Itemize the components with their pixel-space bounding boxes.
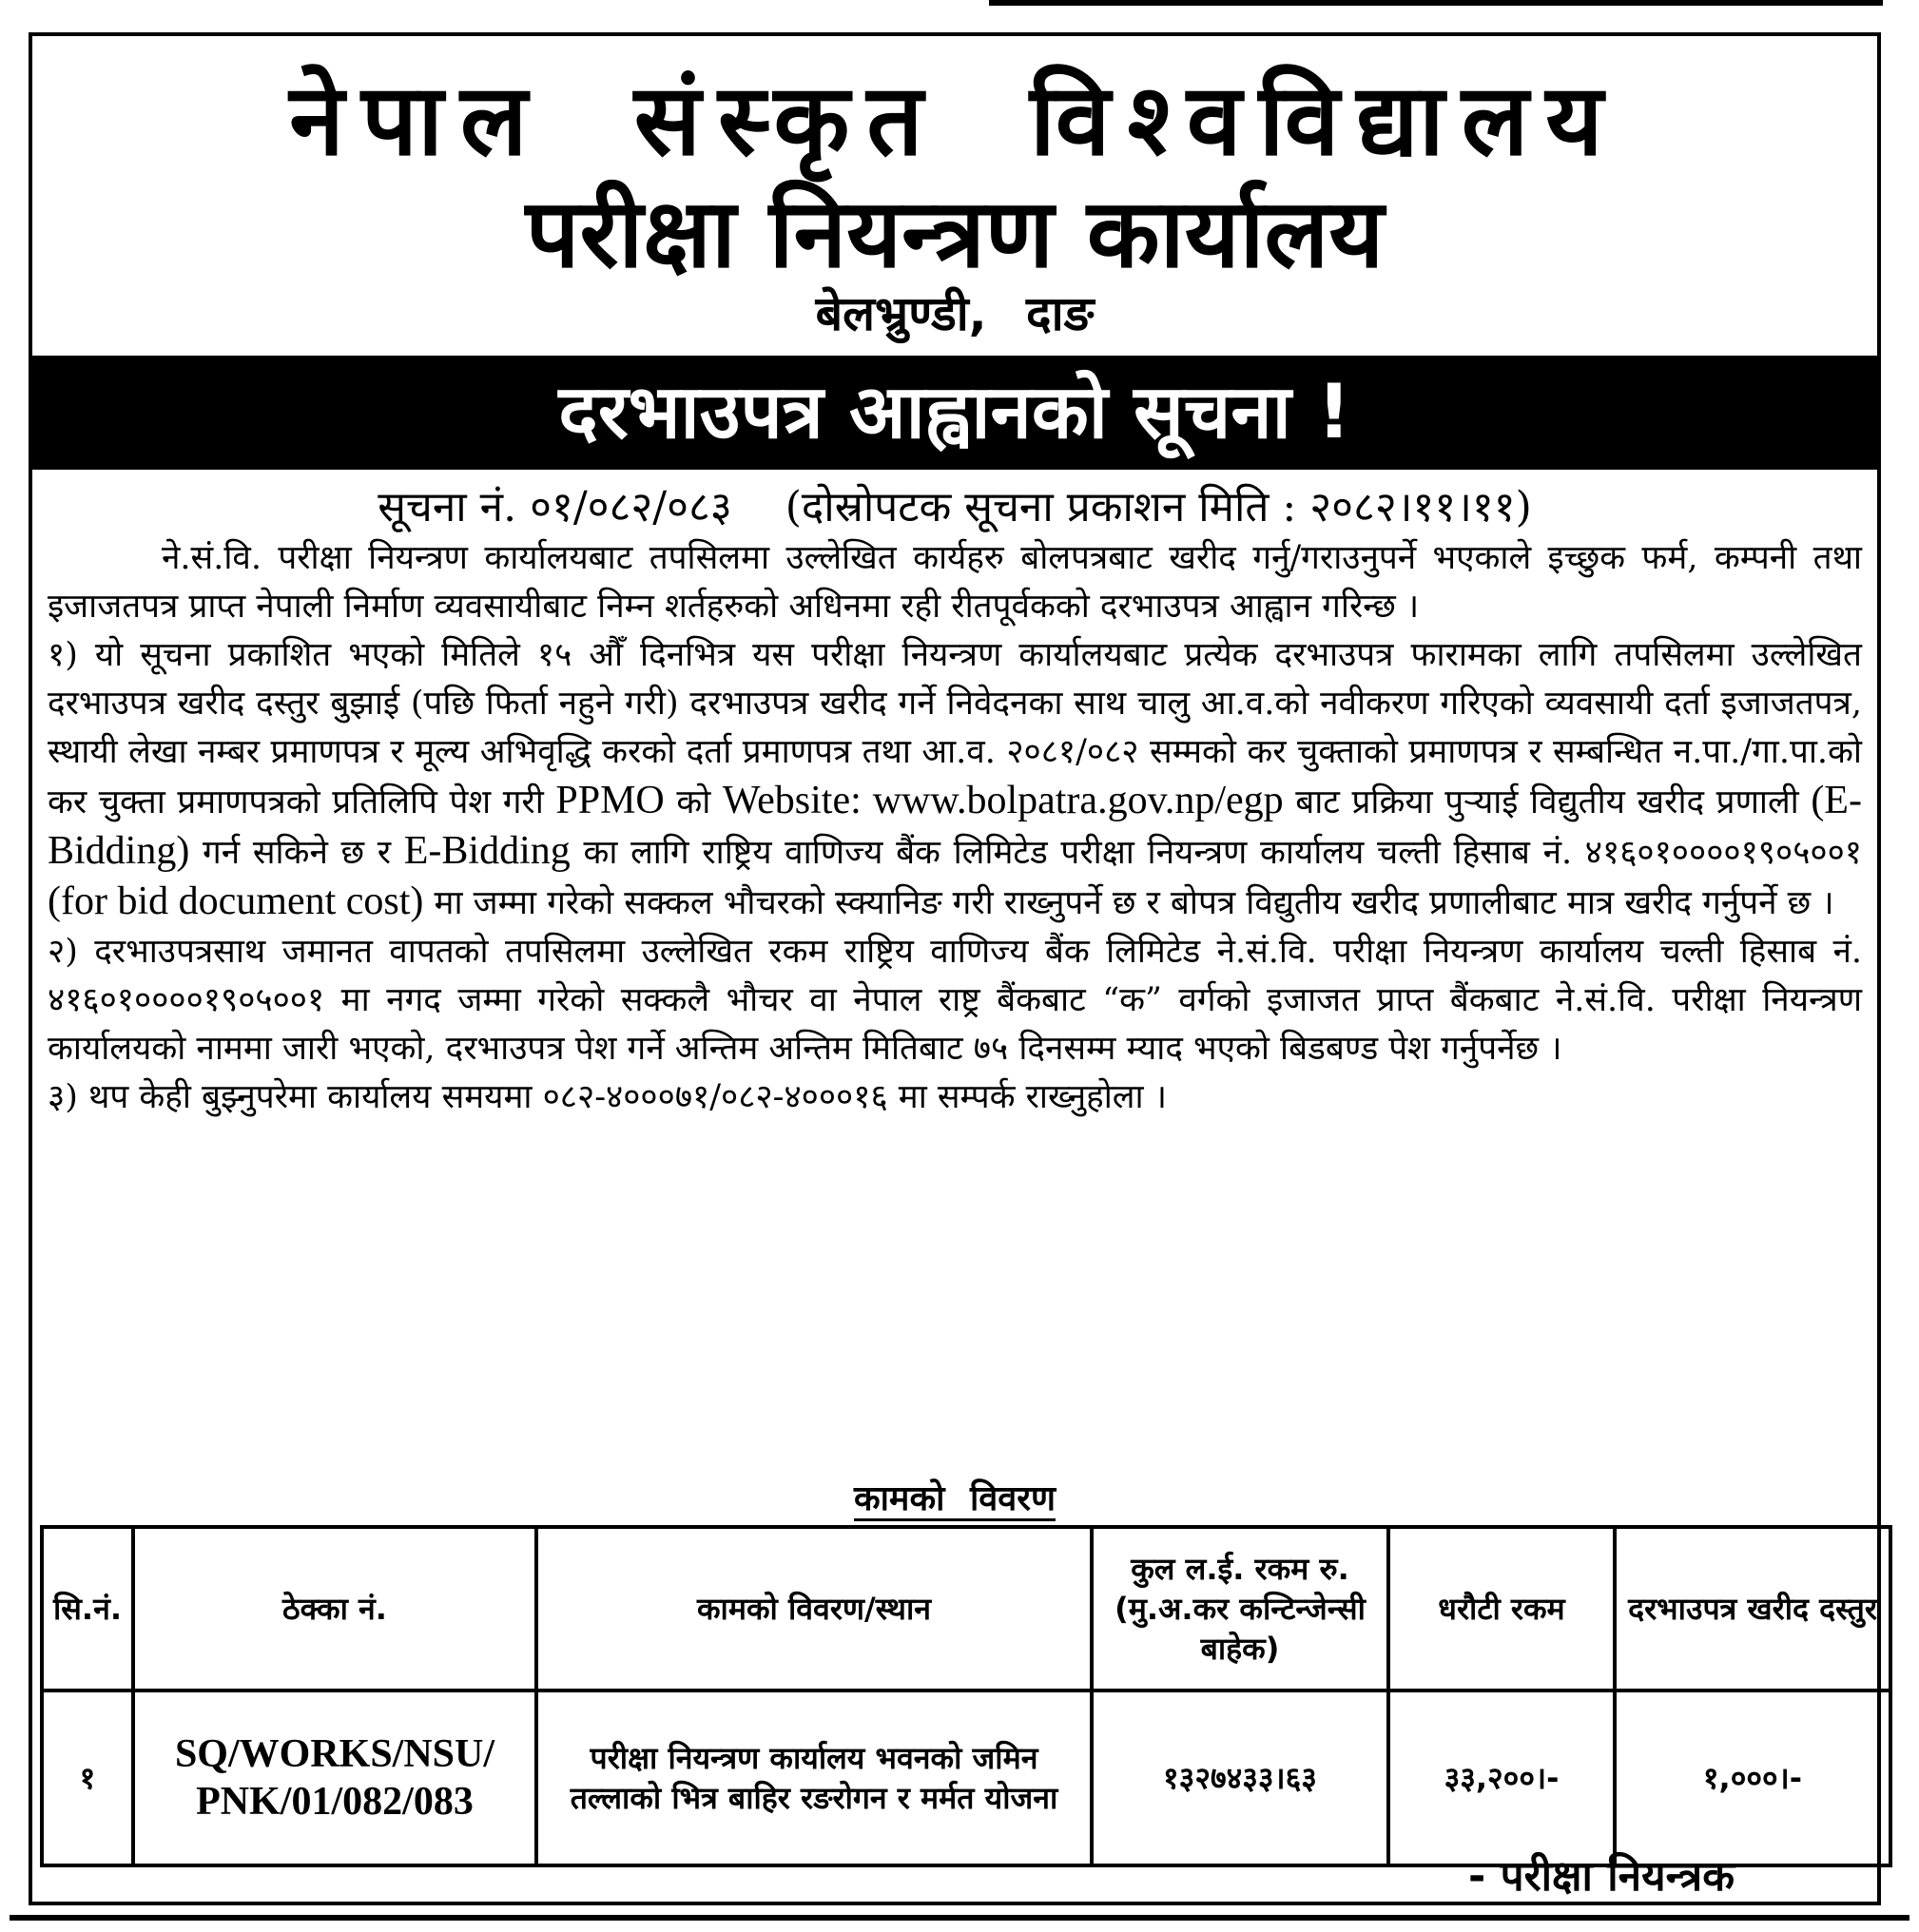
clause-1-text: का लागि राष्ट्रिय वाणिज्य बैंक लिमिटेड परीक्षा नियन्त्रण कार्यालय चल्ती हिसाब नं. ४१६०१००००१९०५००१	[583, 834, 1862, 872]
intro-paragraph: ने.सं.वि. परीक्षा नियन्त्रण कार्यालयबाट तपसिलमा उल्लेखित कार्यहरु बोलपत्रबाट खरीद गर्नु/गराउनुपर्ने भएकाले इच्छुक फर्म, कम्पनी तथा इजाजतपत्र प्राप्त नेपाली निर्माण व्यवसायीबाट निम्न शर्तहरुको अधिनमा रही रीतपूर्वकको दरभाउपत्र आह्वान गरिन्छ ।	[48, 539, 1862, 626]
header-contract-no: ठेक्का नं.	[133, 1527, 536, 1690]
clause-1-text: को	[676, 783, 711, 821]
table-header-row	[42, 1527, 1890, 1690]
e-bidding-label: (E-Bidding)	[48, 779, 1862, 873]
notice-header	[32, 36, 1877, 359]
bid-document-cost-label: (for bid document cost)	[48, 879, 424, 923]
clause-1-text: १) यो सूचना प्रकाशित भएको मितिले १५ औँ दिनभित्र यस परीक्षा नियन्त्रण कार्यालयबाट प्रत्येक दरभाउपत्र फारामका लागि तपसिलमा उल्लेखित दरभाउपत्र खरीद दस्तुर बुझाई (पछि फिर्ता नहुने गरी) दरभाउपत्र खरीद गर्ने निवेदनका साथ चालु आ.व.को नवीकरण गरिएको व्यवसायी दर्ता इजाजतपत्र, स्थायी लेखा नम्बर प्रमाणपत्र र मूल्य अभिवृद्धि करको दर्ता प्रमाणपत्र तथा आ.व. २०८१/०८२ सम्मको कर चुक्ताको प्रमाणपत्र र सम्बन्धित न.पा./गा.पा.को कर चुक्ता प्रमाणपत्रको प्रतिलिपि पेश गरी	[48, 636, 1862, 821]
clause-1-text: बाट प्रक्रिया पुर्‍याई विद्युतीय खरीद प्रणाली	[1295, 783, 1799, 821]
cell-deposit-amount: ३३,२००।-	[1388, 1690, 1615, 1865]
bottom-decorative-rule	[10, 1915, 1909, 1921]
header-serial-no: सि.नं.	[42, 1527, 133, 1690]
notice-number: सूचना नं. ०१/०८२/०८३	[378, 483, 732, 531]
cell-serial-no: १	[42, 1690, 133, 1865]
table-caption	[32, 1478, 1877, 1521]
notice-number-line	[32, 481, 1877, 534]
cell-work-description: परीक्षा नियन्त्रण कार्यालय भवनको जमिन तल्लाको भित्र बाहिर रङरोगन र मर्मत योजना	[536, 1690, 1092, 1865]
header-total-estimate: कुल ल.ई. रकम रु. (मु.अ.कर कन्टिन्जेन्सी बाहेक)	[1092, 1527, 1388, 1690]
website-link[interactable]: Website: www.bolpatra.gov.np/egp	[722, 779, 1284, 822]
cell-contract-no: SQ/WORKS/NSU/ PNK/01/082/083	[133, 1690, 536, 1865]
notice-body	[48, 534, 1862, 1122]
table-row	[42, 1690, 1890, 1865]
clause-1	[48, 631, 1862, 928]
office-name: परीक्षा नियन्त्रण कार्यालय	[525, 178, 1385, 289]
signature-exam-controller: - परीक्षा नियन्त्रक	[1468, 1852, 1735, 1901]
work-details-table	[40, 1525, 1892, 1867]
ppmo-label: PPMO	[555, 779, 665, 822]
header-bid-fee: दरभाउपत्र खरीद दस्तुर	[1615, 1527, 1890, 1690]
university-name: नेपाल संस्कृत विश्वविद्यालय	[289, 62, 1620, 178]
publication-date: (दोस्रोपटक सूचना प्रकाशन मिति : २०८२।११।११)	[785, 483, 1532, 531]
header-deposit-amount: धरौटी रकम	[1388, 1527, 1615, 1690]
top-decorative-rule	[989, 0, 1883, 6]
cell-total-estimate: १३२७४३३।६३	[1092, 1690, 1388, 1865]
clause-3: ३) थप केही बुझ्नुपरेमा कार्यालय समयमा ०८२-४०००७१/०८२-४०००१६ मा सम्पर्क राख्नुहोला ।	[48, 1078, 1167, 1116]
clause-2: २) दरभाउपत्रसाथ जमानत वापतको तपसिलमा उल्लेखित रकम राष्ट्रिय वाणिज्य बैंक लिमिटेड ने.सं.वि. परीक्षा नियन्त्रण कार्यालय चल्ती हिसाब नं. ४१६०१००००१९०५००१ मा नगद जम्मा गरेको सक्कलै भौचर वा नेपाल राष्ट्र बैंकबाट “क” वर्गको इजाजत प्राप्त बैंकबाट ने.सं.वि. परीक्षा नियन्त्रण कार्यालयको नाममा जारी भएको, दरभाउपत्र पेश गर्ने अन्तिम अन्तिम मितिबाट ७५ दिनसम्म म्याद भएको बिडबण्ड पेश गर्नुपर्नेछ ।	[48, 933, 1862, 1068]
header-work-description: कामको विवरण/स्थान	[536, 1527, 1092, 1690]
table-caption-text: कामको विवरण	[854, 1479, 1056, 1521]
cell-bid-fee: १,०००।-	[1615, 1690, 1890, 1865]
clause-1-text: मा जम्मा गरेको सक्कल भौचरको स्क्यानिङ गरी राख्नुपर्ने छ र बोपत्र विद्युतीय खरीद प्रणालीबाट मात्र खरीद गर्नुपर्ने छ ।	[434, 884, 1834, 922]
notice-banner-title: दरभाउपत्र आह्वानको सूचना !	[32, 356, 1877, 470]
clause-1-text: गर्न सकिने छ र	[203, 834, 392, 872]
e-bidding-label: E-Bidding	[403, 829, 571, 873]
office-location: बेलभ्रुण्डी, दाङ	[815, 286, 1095, 341]
notice-frame	[29, 32, 1881, 1905]
